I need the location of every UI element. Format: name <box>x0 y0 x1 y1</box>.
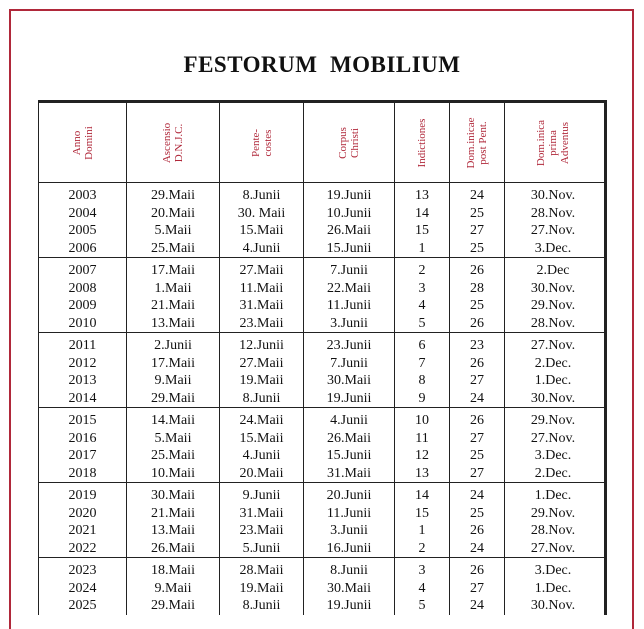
cell-corpus-christi: 7.Junii <box>304 355 395 373</box>
cell-indictiones: 12 <box>395 447 450 465</box>
cell-anno-domini: 2016 <box>39 430 127 448</box>
cell-ascensio: 14.Maii <box>127 412 220 430</box>
cell-indictiones: 11 <box>395 430 450 448</box>
table-row <box>39 522 604 540</box>
column-header-label <box>71 126 95 160</box>
cell-pentecostes: 5.Junii <box>220 540 304 558</box>
table-row <box>39 355 604 373</box>
header-line: Christi <box>349 127 361 158</box>
cell-pentecostes: 19.Maii <box>220 372 304 390</box>
cell-anno-domini: 2019 <box>39 487 127 505</box>
cell-dominicae-post-pent: 26 <box>450 262 505 280</box>
cell-dominicae-post-pent: 25 <box>450 447 505 465</box>
cell-pentecostes: 23.Maii <box>220 522 304 540</box>
year-group <box>39 482 604 557</box>
cell-ascensio: 2.Junii <box>127 337 220 355</box>
cell-pentecostes: 12.Junii <box>220 337 304 355</box>
cell-indictiones: 15 <box>395 505 450 523</box>
cell-dominicae-post-pent: 27 <box>450 465 505 483</box>
table-row <box>39 412 604 430</box>
cell-dominicae-post-pent: 26 <box>450 355 505 373</box>
cell-dominica-adventus: 28.Nov. <box>530 205 576 221</box>
table-header <box>39 103 604 183</box>
cell-indictiones: 14 <box>395 487 450 505</box>
cell-dominicae-post-pent: 25 <box>450 205 505 223</box>
cell-corpus-christi: 23.Junii <box>304 337 395 355</box>
cell-pentecostes: 11.Maii <box>220 280 304 298</box>
table-row <box>39 580 604 598</box>
cell-corpus-christi: 31.Maii <box>304 465 395 483</box>
cell-indictiones: 10 <box>395 412 450 430</box>
cell-ascensio: 9.Maii <box>127 580 220 598</box>
cell-corpus-christi: 19.Junii <box>304 390 395 408</box>
header-line: Anno <box>70 130 83 155</box>
cell-anno-domini: 2022 <box>39 540 127 558</box>
cell-indictiones: 3 <box>395 562 450 580</box>
cell-pentecostes: 15.Maii <box>220 430 304 448</box>
cell-anno-domini: 2025 <box>39 597 127 615</box>
cell-anno-domini: 2005 <box>39 222 127 240</box>
cell-dominicae-post-pent: 27 <box>450 580 505 598</box>
cell-indictiones: 2 <box>395 262 450 280</box>
year-group <box>39 557 604 615</box>
column-header-dominicae-post-pent <box>450 103 505 182</box>
cell-pentecostes: 31.Maii <box>220 297 304 315</box>
header-line: Dom.inica <box>535 119 547 166</box>
cell-dominica-adventus: 27.Nov. <box>530 540 576 556</box>
cell-indictiones: 5 <box>395 597 450 615</box>
cell-corpus-christi: 16.Junii <box>304 540 395 558</box>
cell-dominicae-post-pent: 26 <box>450 562 505 580</box>
cell-dominicae-post-pent: 27 <box>450 372 505 390</box>
cell-pentecostes: 27.Maii <box>220 355 304 373</box>
cell-indictiones: 3 <box>395 280 450 298</box>
cell-ascensio: 29.Maii <box>127 597 220 615</box>
table-row <box>39 562 604 580</box>
cell-ascensio: 21.Maii <box>127 297 220 315</box>
cell-anno-domini: 2006 <box>39 240 127 258</box>
cell-anno-domini: 2014 <box>39 390 127 408</box>
table-row <box>39 430 604 448</box>
cell-pentecostes: 20.Maii <box>220 465 304 483</box>
cell-corpus-christi: 11.Junii <box>304 505 395 523</box>
cell-dominica-adventus: 1.Dec. <box>534 580 572 596</box>
cell-dominicae-post-pent: 27 <box>450 430 505 448</box>
table-row <box>39 372 604 390</box>
cell-pentecostes: 27.Maii <box>220 262 304 280</box>
cell-anno-domini: 2010 <box>39 315 127 333</box>
table-row <box>39 205 604 223</box>
cell-dominica-adventus: 27.Nov. <box>530 430 576 446</box>
cell-corpus-christi: 7.Junii <box>304 262 395 280</box>
cell-dominica-adventus: 3.Dec. <box>534 563 572 578</box>
cell-dominicae-post-pent: 24 <box>450 487 505 505</box>
cell-dominica-adventus: 30.Nov. <box>530 280 576 296</box>
cell-indictiones: 5 <box>395 315 450 333</box>
cell-corpus-christi: 19.Junii <box>304 187 395 205</box>
table-row <box>39 315 604 333</box>
cell-ascensio: 5.Maii <box>127 430 220 448</box>
cell-corpus-christi: 10.Junii <box>304 205 395 223</box>
cell-ascensio: 10.Maii <box>127 465 220 483</box>
cell-dominica-adventus: 29.Nov. <box>530 505 576 521</box>
cell-anno-domini: 2012 <box>39 355 127 373</box>
cell-dominicae-post-pent: 24 <box>450 540 505 558</box>
cell-corpus-christi: 30.Maii <box>304 580 395 598</box>
column-header-ascensio <box>127 103 220 182</box>
cell-pentecostes: 28.Maii <box>220 562 304 580</box>
cell-indictiones: 1 <box>395 240 450 258</box>
cell-dominicae-post-pent: 24 <box>450 597 505 615</box>
cell-ascensio: 21.Maii <box>127 505 220 523</box>
cell-pentecostes: 19.Maii <box>220 580 304 598</box>
cell-dominicae-post-pent: 24 <box>450 390 505 408</box>
cell-anno-domini: 2018 <box>39 465 127 483</box>
cell-ascensio: 13.Maii <box>127 315 220 333</box>
column-header-label <box>465 117 489 168</box>
cell-dominica-adventus: 3.Dec. <box>534 448 572 463</box>
cell-ascensio: 25.Maii <box>127 447 220 465</box>
cell-dominica-adventus: 1.Dec. <box>534 488 572 503</box>
cell-indictiones: 8 <box>395 372 450 390</box>
cell-ascensio: 20.Maii <box>127 205 220 223</box>
cell-ascensio: 17.Maii <box>127 355 220 373</box>
cell-indictiones: 6 <box>395 337 450 355</box>
header-line: Ascensio <box>161 122 173 163</box>
cell-ascensio: 30.Maii <box>127 487 220 505</box>
cell-dominicae-post-pent: 28 <box>450 280 505 298</box>
cell-dominica-adventus: 29.Nov. <box>530 413 576 428</box>
header-line: Indictiones <box>416 118 428 167</box>
table-row <box>39 337 604 355</box>
header-line: D.N.J.C. <box>173 123 185 162</box>
cell-anno-domini: 2004 <box>39 205 127 223</box>
cell-corpus-christi: 8.Junii <box>304 562 395 580</box>
column-header-label <box>535 119 571 165</box>
page-title: FESTORUM MOBILIUM <box>183 52 461 77</box>
cell-dominica-adventus: 30.Nov. <box>530 188 576 203</box>
cell-indictiones: 7 <box>395 355 450 373</box>
year-group <box>39 332 604 407</box>
table-body <box>39 183 604 615</box>
table-row <box>39 447 604 465</box>
cell-dominica-adventus: 3.Dec. <box>534 240 572 256</box>
header-line: prima <box>547 129 559 156</box>
cell-dominica-adventus: 27.Nov. <box>530 223 576 238</box>
column-header-label <box>250 128 274 156</box>
table-row <box>39 297 604 315</box>
column-header-corpus-christi <box>304 103 395 182</box>
cell-anno-domini: 2011 <box>39 337 127 355</box>
table-row <box>39 280 604 298</box>
cell-corpus-christi: 15.Junii <box>304 447 395 465</box>
cell-pentecostes: 23.Maii <box>220 315 304 333</box>
cell-corpus-christi: 3.Junii <box>304 522 395 540</box>
table-row <box>39 487 604 505</box>
header-line: Adventus <box>559 121 571 164</box>
cell-ascensio: 9.Maii <box>127 372 220 390</box>
cell-anno-domini: 2024 <box>39 580 127 598</box>
cell-dominica-adventus: 30.Nov. <box>530 390 576 406</box>
header-line: post Pent. <box>477 120 489 165</box>
cell-indictiones: 4 <box>395 297 450 315</box>
cell-anno-domini: 2009 <box>39 297 127 315</box>
cell-dominica-adventus: 2.Dec <box>536 263 570 278</box>
cell-anno-domini: 2003 <box>39 187 127 205</box>
cell-pentecostes: 4.Junii <box>220 447 304 465</box>
cell-corpus-christi: 15.Junii <box>304 240 395 258</box>
cell-ascensio: 29.Maii <box>127 390 220 408</box>
header-line: costes <box>261 129 274 156</box>
cell-dominicae-post-pent: 25 <box>450 240 505 258</box>
cell-dominicae-post-pent: 27 <box>450 222 505 240</box>
cell-ascensio: 13.Maii <box>127 522 220 540</box>
table-row <box>39 540 604 558</box>
cell-indictiones: 15 <box>395 222 450 240</box>
cell-anno-domini: 2020 <box>39 505 127 523</box>
cell-corpus-christi: 20.Junii <box>304 487 395 505</box>
column-header-label <box>337 127 361 159</box>
table-row <box>39 390 604 408</box>
cell-dominica-adventus: 28.Nov. <box>530 315 576 331</box>
cell-indictiones: 13 <box>395 187 450 205</box>
cell-anno-domini: 2015 <box>39 412 127 430</box>
header-line: Domini <box>82 125 95 160</box>
cell-dominica-adventus: 30.Nov. <box>530 598 576 613</box>
cell-anno-domini: 2013 <box>39 372 127 390</box>
year-group <box>39 257 604 332</box>
cell-ascensio: 5.Maii <box>127 222 220 240</box>
cell-indictiones: 9 <box>395 390 450 408</box>
cell-pentecostes: 8.Junii <box>220 390 304 408</box>
header-line: Corpus <box>337 126 349 159</box>
cell-pentecostes: 8.Junii <box>220 187 304 205</box>
cell-pentecostes: 4.Junii <box>220 240 304 258</box>
cell-corpus-christi: 3.Junii <box>304 315 395 333</box>
cell-dominicae-post-pent: 25 <box>450 505 505 523</box>
cell-ascensio: 29.Maii <box>127 187 220 205</box>
cell-ascensio: 17.Maii <box>127 262 220 280</box>
cell-pentecostes: 31.Maii <box>220 505 304 523</box>
cell-dominicae-post-pent: 26 <box>450 315 505 333</box>
cell-dominica-adventus: 29.Nov. <box>530 298 576 313</box>
year-group <box>39 183 604 257</box>
table-row <box>39 187 604 205</box>
cell-corpus-christi: 11.Junii <box>304 297 395 315</box>
cell-dominica-adventus: 1.Dec. <box>534 373 572 388</box>
cell-ascensio: 1.Maii <box>127 280 220 298</box>
cell-dominicae-post-pent: 23 <box>450 337 505 355</box>
cell-ascensio: 25.Maii <box>127 240 220 258</box>
table-row <box>39 262 604 280</box>
cell-anno-domini: 2023 <box>39 562 127 580</box>
table-row <box>39 240 604 258</box>
cell-corpus-christi: 22.Maii <box>304 280 395 298</box>
cell-indictiones: 13 <box>395 465 450 483</box>
cell-pentecostes: 15.Maii <box>220 222 304 240</box>
cell-anno-domini: 2021 <box>39 522 127 540</box>
cell-indictiones: 14 <box>395 205 450 223</box>
cell-corpus-christi: 19.Junii <box>304 597 395 615</box>
cell-dominicae-post-pent: 26 <box>450 412 505 430</box>
cell-pentecostes: 24.Maii <box>220 412 304 430</box>
cell-corpus-christi: 30.Maii <box>304 372 395 390</box>
cell-ascensio: 26.Maii <box>127 540 220 558</box>
cell-dominica-adventus: 28.Nov. <box>530 523 576 538</box>
table-row <box>39 222 604 240</box>
cell-pentecostes: 30. Maii <box>220 205 304 223</box>
cell-dominicae-post-pent: 26 <box>450 522 505 540</box>
cell-dominica-adventus: 27.Nov. <box>530 338 576 353</box>
cell-corpus-christi: 26.Maii <box>304 430 395 448</box>
cell-indictiones: 4 <box>395 580 450 598</box>
cell-anno-domini: 2007 <box>39 262 127 280</box>
year-group <box>39 407 604 482</box>
column-header-indictiones <box>395 103 450 182</box>
column-header-label <box>416 118 428 167</box>
cell-anno-domini: 2008 <box>39 280 127 298</box>
cell-dominica-adventus: 2.Dec. <box>534 355 572 371</box>
header-line: Pente- <box>249 128 262 157</box>
column-header-dominica-adventus <box>505 103 601 182</box>
cell-dominicae-post-pent: 24 <box>450 187 505 205</box>
cell-indictiones: 2 <box>395 540 450 558</box>
cell-indictiones: 1 <box>395 522 450 540</box>
cell-dominicae-post-pent: 25 <box>450 297 505 315</box>
column-header-pentecostes <box>220 103 304 182</box>
cell-pentecostes: 9.Junii <box>220 487 304 505</box>
cell-anno-domini: 2017 <box>39 447 127 465</box>
cell-dominica-adventus: 2.Dec. <box>534 465 572 481</box>
movable-feasts-table <box>38 100 607 615</box>
cell-corpus-christi: 26.Maii <box>304 222 395 240</box>
column-header-label <box>161 122 185 162</box>
cell-ascensio: 18.Maii <box>127 562 220 580</box>
header-line: Dom.inicae <box>465 116 477 169</box>
table-row <box>39 465 604 483</box>
cell-corpus-christi: 4.Junii <box>304 412 395 430</box>
cell-pentecostes: 8.Junii <box>220 597 304 615</box>
column-header-anno-domini <box>39 103 127 182</box>
table-row <box>39 505 604 523</box>
